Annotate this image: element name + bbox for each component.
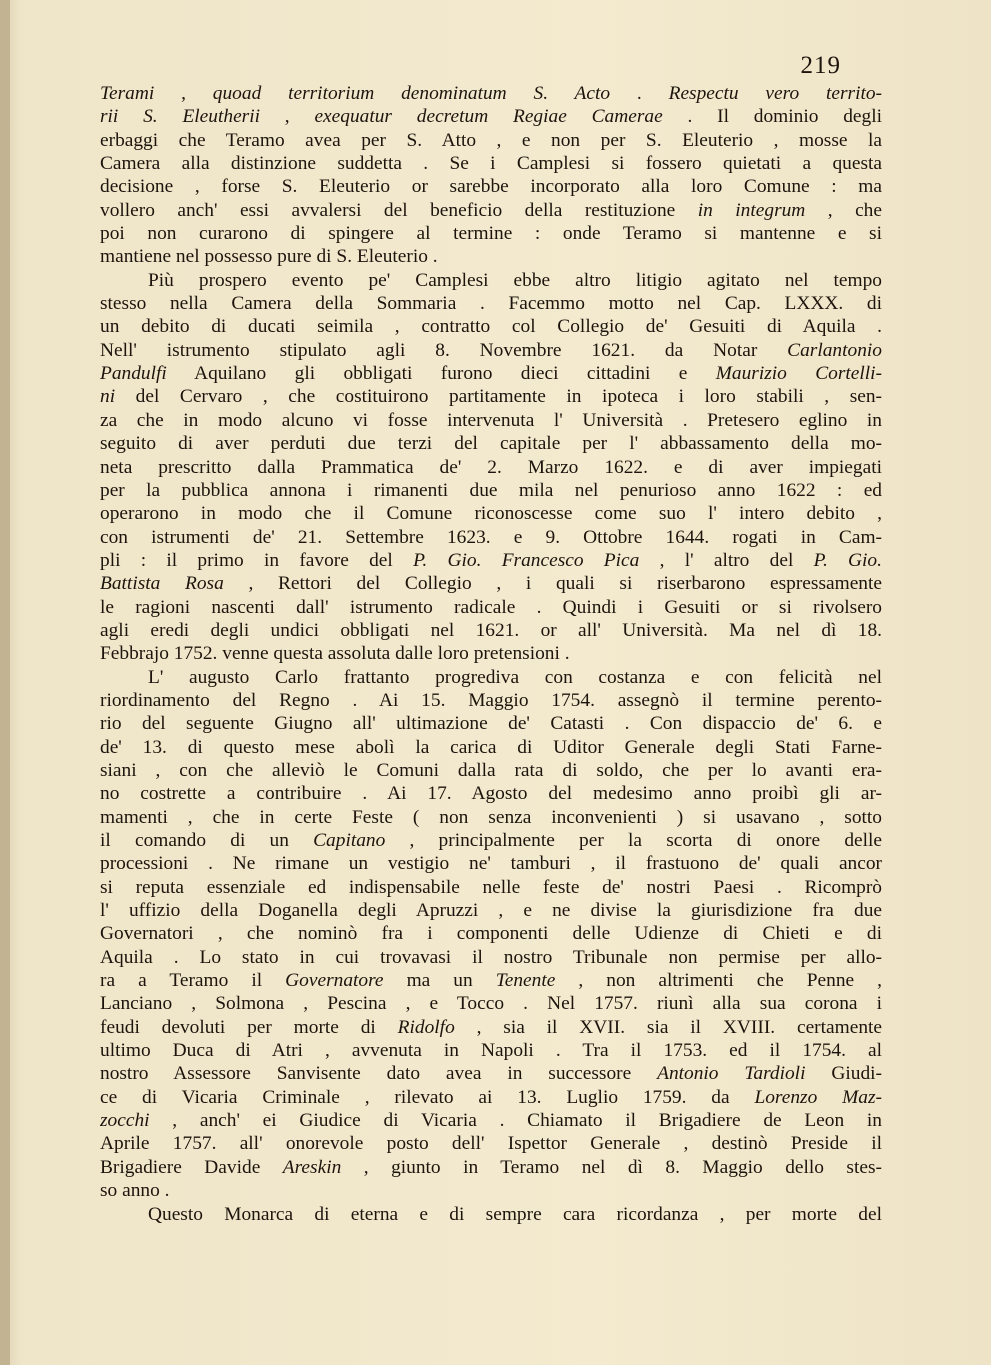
text-segment: nostro Assessore Sanvisente dato avea in successore — [100, 1063, 658, 1085]
text-segment: no costrette a contribuire . Ai 17. Agosto del medesimo anno proibì gli ar- — [100, 783, 882, 805]
text-segment: Giudi- — [805, 1063, 882, 1085]
italic-text-segment: ni — [100, 386, 116, 408]
italic-text-segment: Capitano — [313, 830, 386, 851]
text-segment: Lanciano , Solmona , Pescina , e Tocco . Nel 1757. riunì alla sua corona i — [100, 993, 882, 1015]
italic-text-segment: Pandulfi — [100, 363, 167, 385]
italic-text-segment: Lorenzo Maz- — [754, 1086, 882, 1108]
text-line — [100, 1179, 882, 1202]
text-segment: Nell' istrumento stipulato agli 8. Novembre 1621. da Notar — [100, 339, 788, 361]
text-line — [100, 245, 882, 268]
text-segment: per la pubblica annona i rimanenti due mila nel penurioso anno 1622 : ed — [100, 479, 882, 501]
text-segment: , sia il XVII. sia il XVIII. certamente — [454, 1016, 882, 1038]
text-segment: , — [154, 83, 213, 104]
text-segment: Febbrajo 1752. venne questa assoluta dalle loro pretensioni . — [100, 643, 570, 665]
text-line — [100, 1132, 882, 1155]
text-line — [100, 292, 882, 315]
text-segment: poi non curarono di spingere al termine : onde Teramo si mantenne e si — [100, 223, 882, 245]
text-line — [100, 946, 882, 969]
text-segment: Brigadiere Davide — [100, 1156, 283, 1178]
text-segment: , principalmente per la scorta di onore delle — [385, 830, 882, 851]
text-segment: , giunto in Teramo nel dì 8. Maggio dello stes- — [341, 1156, 882, 1178]
text-line — [100, 1039, 882, 1062]
text-line — [100, 992, 882, 1015]
italic-text-segment: quoad territorium denominatum S. Acto — [212, 83, 611, 104]
text-segment: rio del seguente Giugno all' ultimazione de' Catasti . Con dispaccio de' 6. e — [100, 713, 882, 735]
text-line — [100, 1109, 882, 1132]
text-segment: , non altrimenti che Penne , — [555, 970, 882, 992]
text-segment: le ragioni nascenti dall' istrumento radicale . Quindi i Gesuiti or si rivolsero — [100, 596, 882, 618]
text-segment: del Cervaro , che costituirono partitamente in ipoteca i loro stabili , sen- — [115, 386, 882, 408]
text-line — [100, 736, 882, 759]
text-segment: vollero anch' essi avvalersi del beneficio della restituzione — [100, 199, 698, 221]
text-segment: L' augusto Carlo frattanto progrediva con costanza e con felicità nel — [148, 666, 882, 688]
text-line — [100, 456, 882, 479]
text-segment: ra a Teramo il — [100, 970, 286, 992]
text-line — [100, 876, 882, 899]
italic-text-segment: Antonio Tardioli — [657, 1063, 806, 1085]
text-line — [100, 269, 882, 292]
text-line — [100, 759, 882, 782]
text-segment: ma un — [383, 970, 496, 992]
text-line — [100, 222, 882, 245]
text-line — [100, 712, 882, 735]
text-segment: Più prospero evento pe' Camplesi ebbe altro litigio agitato nel tempo — [148, 269, 882, 291]
text-line — [100, 899, 882, 922]
text-segment: neta prescritto dalla Prammatica de' 2. Marzo 1622. e di aver impiegati — [100, 456, 882, 478]
text-segment: , — [260, 106, 315, 128]
italic-text-segment: Carlantonio — [787, 339, 882, 361]
italic-text-segment: Battista Rosa — [100, 573, 224, 595]
text-line — [100, 549, 882, 572]
italic-text-segment: Areskin — [282, 1156, 342, 1178]
text-segment: mantiene nel possesso pure di S. Eleuterio . — [100, 246, 438, 268]
text-segment: so anno . — [100, 1180, 170, 1202]
text-line — [100, 1016, 882, 1039]
text-segment: l' uffizio della Doganella degli Apruzzi , e ne divise la giurisdizione fra due — [100, 900, 882, 922]
text-line — [100, 689, 882, 712]
text-line — [100, 199, 882, 222]
text-segment: con istrumenti de' 21. Settembre 1623. e 9. Ottobre 1644. rogati in Cam- — [100, 526, 882, 548]
italic-text-segment: in integrum — [697, 199, 806, 221]
text-segment: Camera alla distinzione suddetta . Se i Camplesi si fossero quietati a questa — [100, 153, 882, 175]
text-segment: , anch' ei Giudice di Vicaria . Chiamato il Brigadiere de Leon in — [149, 1110, 882, 1132]
italic-text-segment: Tenente — [495, 970, 556, 992]
text-line — [100, 315, 882, 338]
italic-text-segment: Terami — [100, 83, 155, 104]
text-segment: ce di Vicaria Criminale , rilevato ai 13. Luglio 1759. da — [100, 1086, 755, 1108]
text-line — [100, 642, 882, 665]
text-segment: agli eredi degli undici obbligati nel 1621. or all' Università. Ma nel dì 18. — [100, 619, 882, 641]
text-line — [100, 596, 882, 619]
text-segment: pli : il primo in favore del — [100, 549, 414, 571]
text-segment: mamenti , che in certe Feste ( non senza inconvenienti ) si usavano , sotto — [100, 806, 882, 828]
text-segment: za che in modo alcuno vi fosse intervenuta l' Università . Pretesero eglino in — [100, 409, 882, 431]
text-line — [100, 1086, 882, 1109]
italic-text-segment: P. Gio. Francesco Pica — [413, 549, 640, 571]
text-segment: . Il dominio degli — [662, 106, 882, 128]
text-segment: Questo Monarca di eterna e di sempre cara ricordanza , per morte del — [148, 1203, 882, 1225]
text-segment: seguito di aver perduti due terzi del capitale per l' abbassamento della mo- — [100, 433, 882, 455]
italic-text-segment: rii S. Eleutherii — [100, 106, 260, 128]
text-segment: si reputa essenziale ed indispensabile nelle feste de' nostri Paesi . Ricomprò — [100, 876, 882, 898]
text-segment: Aquilano gli obbligati furono dieci cittadini e — [166, 363, 716, 385]
text-segment: Aquila . Lo stato in cui trovavasi il nostro Tribunale non permise per allo- — [100, 946, 882, 968]
body-text — [100, 82, 882, 1226]
text-line — [100, 829, 882, 852]
text-segment: , Rettori del Collegio , i quali si riserbarono espressamente — [223, 573, 882, 595]
text-segment: stesso nella Camera della Sommaria . Facemmo motto nel Cap. LXXX. di — [100, 293, 882, 315]
text-segment: , l' altro del — [639, 549, 814, 571]
text-line — [100, 852, 882, 875]
text-segment: de' 13. di questo mese abolì la carica di Uditor Generale degli Stati Farne- — [100, 736, 882, 758]
text-segment: riordinamento del Regno . Ai 15. Maggio 1754. assegnò il termine perento- — [100, 689, 882, 711]
gutter-shadow — [0, 0, 10, 1365]
text-segment: processioni . Ne rimane un vestigio ne' tamburi , il frastuono de' quali ancor — [100, 853, 882, 875]
text-segment: il comando di un — [100, 830, 314, 851]
text-segment: ultimo Duca di Atri , avvenuta in Napoli . Tra il 1753. ed il 1754. al — [100, 1040, 882, 1062]
text-line — [100, 479, 882, 502]
text-line — [100, 1156, 882, 1179]
page-number: 219 — [800, 52, 841, 79]
italic-text-segment: Respectu vero territo- — [668, 83, 882, 104]
text-line — [100, 969, 882, 992]
italic-text-segment: P. Gio. — [813, 549, 882, 571]
italic-text-segment: zocchi — [100, 1110, 150, 1132]
text-segment: . — [610, 83, 669, 104]
text-segment: un debito di ducati seimila , contratto col Collegio de' Gesuiti di Aquila . — [100, 316, 882, 338]
text-segment: operarono in modo che il Comune riconoscesse come suo l' intero debito , — [100, 503, 882, 525]
text-line — [100, 922, 882, 945]
text-line — [100, 82, 882, 105]
text-line — [100, 572, 882, 595]
text-line — [100, 666, 882, 689]
text-line — [100, 385, 882, 408]
text-line — [100, 619, 882, 642]
italic-text-segment: Governatore — [285, 970, 384, 992]
text-segment: , che — [805, 199, 882, 221]
text-segment: siani , con che alleviò le Comuni dalla rata di soldo, che per lo avanti era- — [100, 759, 882, 781]
text-segment: decisione , forse S. Eleuterio or sarebbe incorporato alla loro Comune : ma — [100, 176, 882, 198]
text-line — [100, 502, 882, 525]
text-line — [100, 432, 882, 455]
text-segment: erbaggi che Teramo avea per S. Atto , e non per S. Eleuterio , mosse la — [100, 129, 882, 151]
text-line — [100, 129, 882, 152]
text-segment: Governatori , che nominò fra i componenti delle Udienze di Chieti e di — [100, 923, 882, 945]
italic-text-segment: Ridolfo — [397, 1016, 455, 1038]
text-segment: Aprile 1757. all' onorevole posto dell' Ispettor Generale , destinò Preside il — [100, 1133, 882, 1155]
text-line — [100, 339, 882, 362]
text-line — [100, 409, 882, 432]
text-line — [100, 105, 882, 128]
text-line — [100, 806, 882, 829]
italic-text-segment: Maurizio Cortelli- — [715, 363, 882, 385]
text-line — [100, 1203, 882, 1226]
text-line — [100, 782, 882, 805]
text-line — [100, 526, 882, 549]
text-line — [100, 152, 882, 175]
text-line — [100, 175, 882, 198]
italic-text-segment: exequatur decretum Regiae Camerae — [314, 106, 663, 128]
text-segment: feudi devoluti per morte di — [100, 1016, 398, 1038]
text-line — [100, 362, 882, 385]
text-line — [100, 1062, 882, 1085]
